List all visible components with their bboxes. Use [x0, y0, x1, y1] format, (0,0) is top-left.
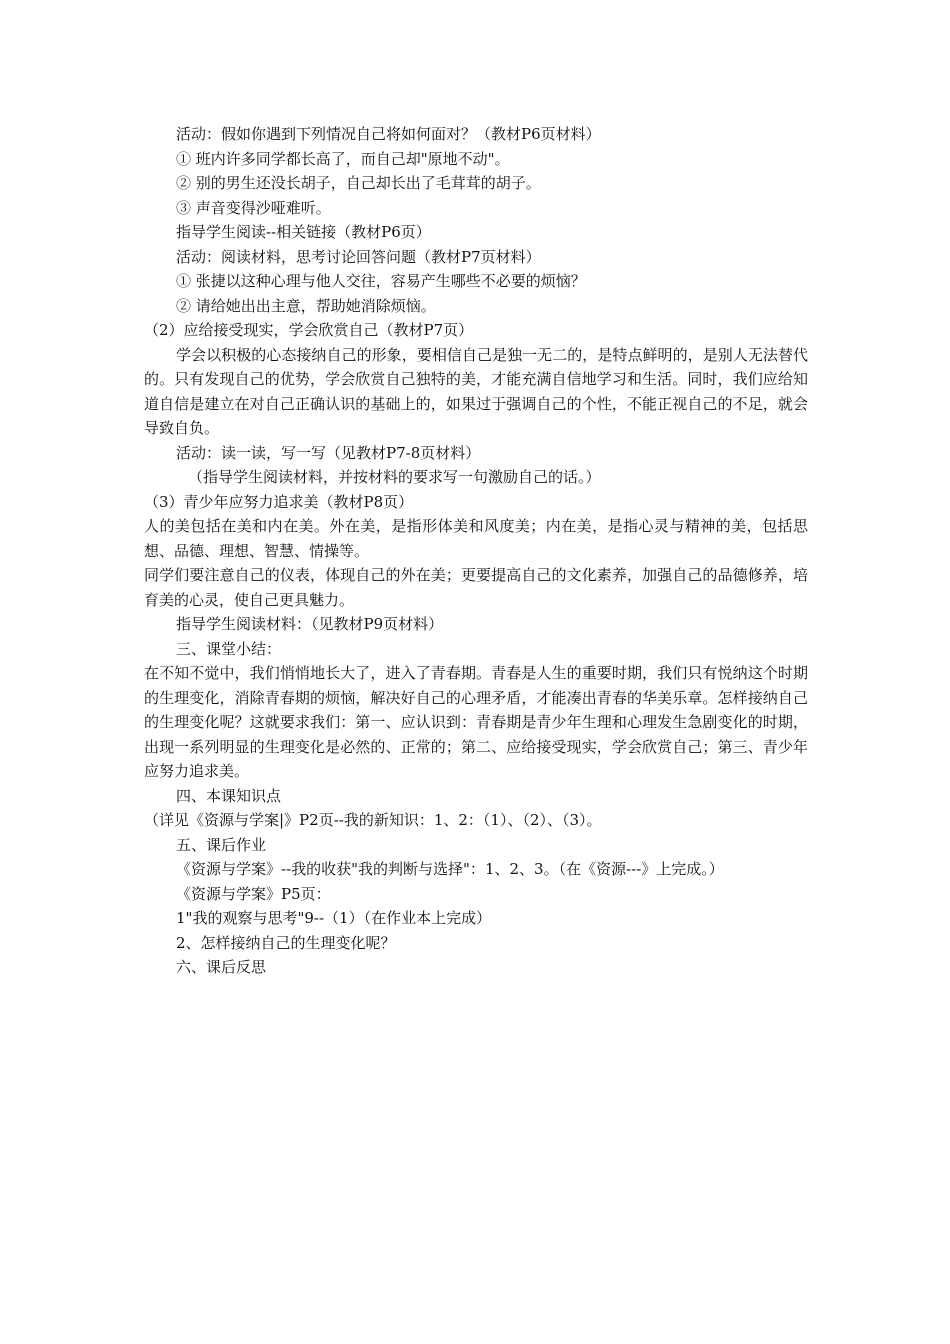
document-page: [144, 122, 808, 980]
homework-item: 2、怎样接纳自己的生理变化呢？: [176, 933, 396, 952]
question-item: ① 张捷以这种心理与他人交往，容易产生哪些不必要的烦恼？: [176, 272, 586, 290]
activity-line: 活动：假如你遇到下列情况自己将如何面对？（教材P6页材料）: [176, 125, 601, 143]
guidance-line: 指导学生阅读--相关链接（教材P6页）: [176, 223, 431, 241]
guidance-line: 指导学生阅读材料：（见教材P9页材料）: [176, 615, 444, 633]
activity-line: 活动：读一读，写一写（见教材P7-8页材料）: [176, 443, 481, 462]
body-paragraph: 同学们要注意自己的仪表，体现自己的外在美；更要提高自己的文化素养，加强自己的品德修养，培育美的心灵，使自己更具魅力。: [144, 566, 808, 609]
question-item: ② 请给她出出主意，帮助她消除烦恼。: [176, 296, 436, 315]
summary-paragraph: 在不知不觉中，我们悄悄地长大了，进入了青春期。青春是人生的重要时期，我们只有悦纳这个时期的生理变化，消除青春期的烦恼，解决好自己的心理矛盾，才能凑出青春的华美乐章。怎样接纳自己的生理变化呢？这就要求我们：第一、应认识到：青春期是青少年生理和心理发生急剧变化的时期，出现一系列明显的生理变化是必然的、正常的；第二、应给接受现实，学会欣赏自己；第三、青少年应努力追求美。: [144, 664, 808, 780]
section-heading: 三、课堂小结：: [176, 639, 282, 658]
activity-line: 活动：阅读材料，思考讨论回答问题（教材P7页材料）: [176, 247, 541, 266]
body-paragraph: 学会以积极的心态接纳自己的形象，要相信自己是独一无二的，是特点鲜明的，是别人无法替代的。只有发现自己的优势，学会欣赏自己独特的美，才能充满自信地学习和生活。同时，我们应给知道自信是建立在对自己正确认识的基础上的，如果过于强调自己的个性，不能正视自己的不足，就会导致自负。: [144, 345, 808, 437]
situation-item: ③ 声音变得沙哑难听。: [176, 198, 331, 217]
homework-item: 《资源与学案》--我的收获"我的判断与选择"：1、2、3。（在《资源---》上完成。）: [176, 860, 724, 878]
knowledge-line: （详见《资源与学案|》P2页--我的新知识：1、2：（1）、（2）、（3）。: [144, 811, 602, 829]
guidance-line: （指导学生阅读材料，并按材料的要求写一句激励自己的话。）: [188, 468, 601, 486]
situation-item: ① 班内许多同学都长高了，而自己却"原地不动"。: [176, 149, 510, 168]
section-heading: 六、课后反思: [176, 958, 267, 976]
section-heading: （3）青少年应努力追求美（教材P8页）: [144, 492, 414, 511]
homework-item: 《资源与学案》P5页：: [176, 884, 331, 903]
body-paragraph: 人的美包括在美和内在美。外在美，是指形体美和风度美；内在美，是指心灵与精神的美，包括思想、品德、理想、智慧、情操等。: [144, 517, 808, 560]
homework-item: 1"我的观察与思考"9--（1）（在作业本上完成）: [176, 909, 492, 927]
section-heading: （2）应给接受现实，学会欣赏自己（教材P7页）: [144, 321, 474, 339]
section-heading: 五、课后作业: [176, 835, 267, 854]
situation-item: ② 别的男生还没长胡子，自己却长出了毛茸茸的胡子。: [176, 174, 541, 192]
section-heading: 四、本课知识点: [176, 786, 282, 805]
